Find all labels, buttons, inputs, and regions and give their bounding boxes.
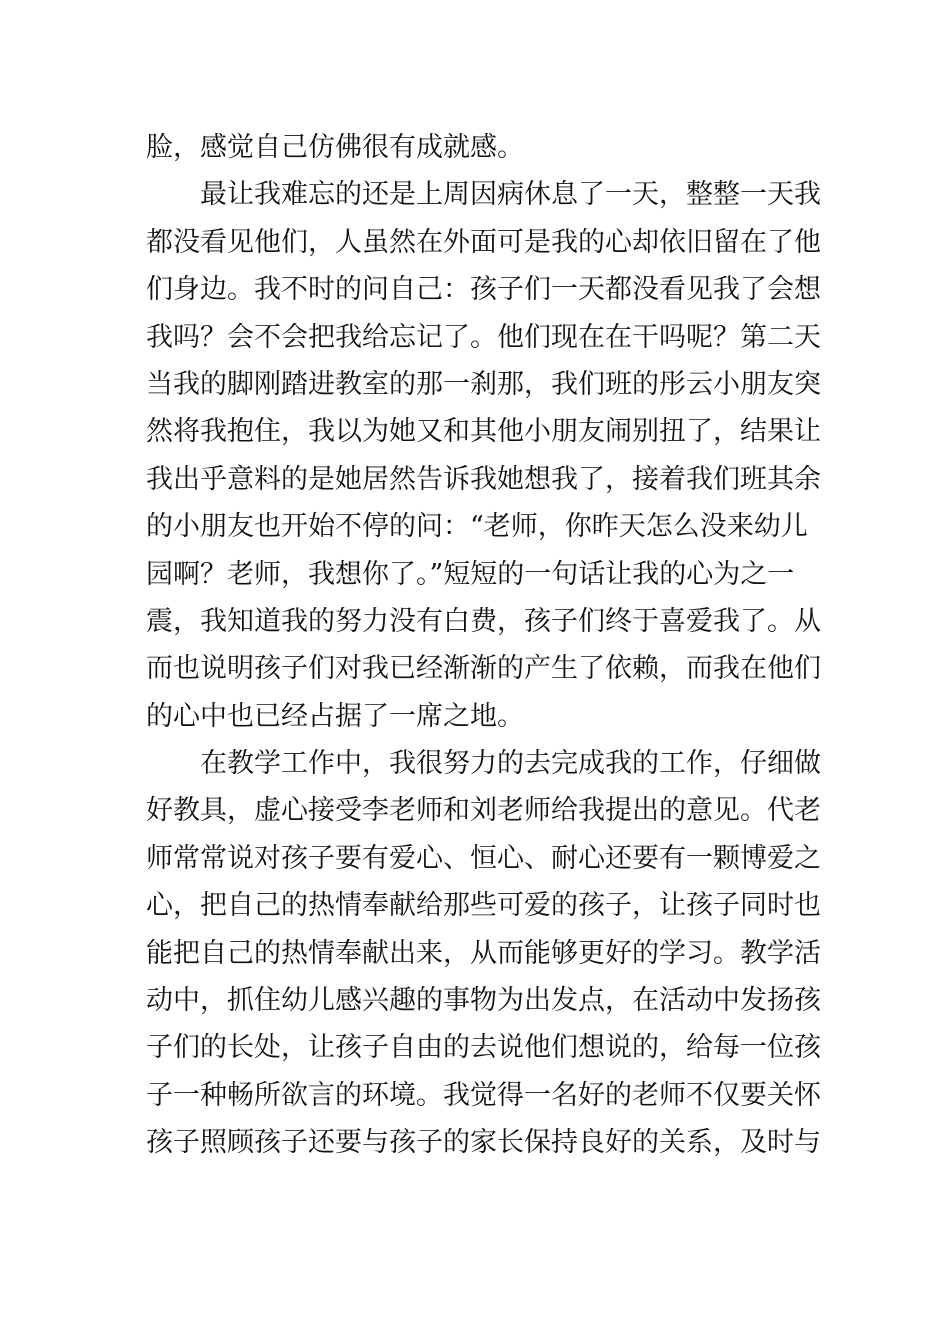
text-line: 园啊？老师，我想你了。”短短的一句话让我的心为之一: [146, 558, 795, 590]
text-line: 孩子照顾孩子还要与孩子的家长保持良好的关系，及时与: [146, 1127, 821, 1159]
text-line: 师常常说对孩子要有爱心、恒心、耐心还要有一颗博爱之: [146, 842, 821, 874]
text-line: 震，我知道我的努力没有白费，孩子们终于喜爱我了。从: [146, 605, 821, 637]
text-line: 好教具，虚心接受李老师和刘老师给我提出的意见。代老: [146, 795, 821, 827]
text-line: 的小朋友也开始不停的问：“老师，你昨天怎么没来幼儿: [146, 511, 808, 543]
text-line: 动中，抓住幼儿感兴趣的事物为出发点，在活动中发扬孩: [146, 985, 821, 1017]
text-line: 然将我抱住，我以为她又和其他小朋友闹别扭了，结果让: [146, 416, 821, 448]
text-line: 能把自己的热情奉献出来，从而能够更好的学习。教学活: [146, 937, 821, 969]
text-line: 脸，感觉自己仿佛很有成就感。: [146, 132, 524, 163]
text-line: 在教学工作中，我很努力的去完成我的工作，仔细做: [200, 748, 821, 780]
text-line: 而也说明孩子们对我已经渐渐的产生了依赖，而我在他们: [146, 653, 821, 685]
text-line: 子们的长处，让孩子自由的去说他们想说的，给每一位孩: [146, 1032, 821, 1064]
text-line: 我吗？会不会把我给忘记了。他们现在在干吗呢？第二天: [146, 321, 821, 353]
text-line: 都没看见他们，人虽然在外面可是我的心却依旧留在了他: [146, 226, 821, 258]
text-line: 子一种畅所欲言的环境。我觉得一名好的老师不仅要关怀: [146, 1079, 821, 1111]
body-text: [146, 124, 821, 1167]
text-line: 当我的脚刚踏进教室的那一刹那，我们班的彤云小朋友突: [146, 368, 821, 400]
text-line: 们身边。我不时的问自己：孩子们一天都没看见我了会想: [146, 274, 821, 306]
text-line: 的心中也已经占据了一席之地。: [146, 700, 524, 732]
text-line: 最让我难忘的还是上周因病休息了一天，整整一天我: [200, 179, 821, 211]
text-line: 心，把自己的热情奉献给那些可爱的孩子，让孩子同时也: [146, 890, 821, 922]
text-line: 我出乎意料的是她居然告诉我她想我了，接着我们班其余: [146, 463, 821, 495]
